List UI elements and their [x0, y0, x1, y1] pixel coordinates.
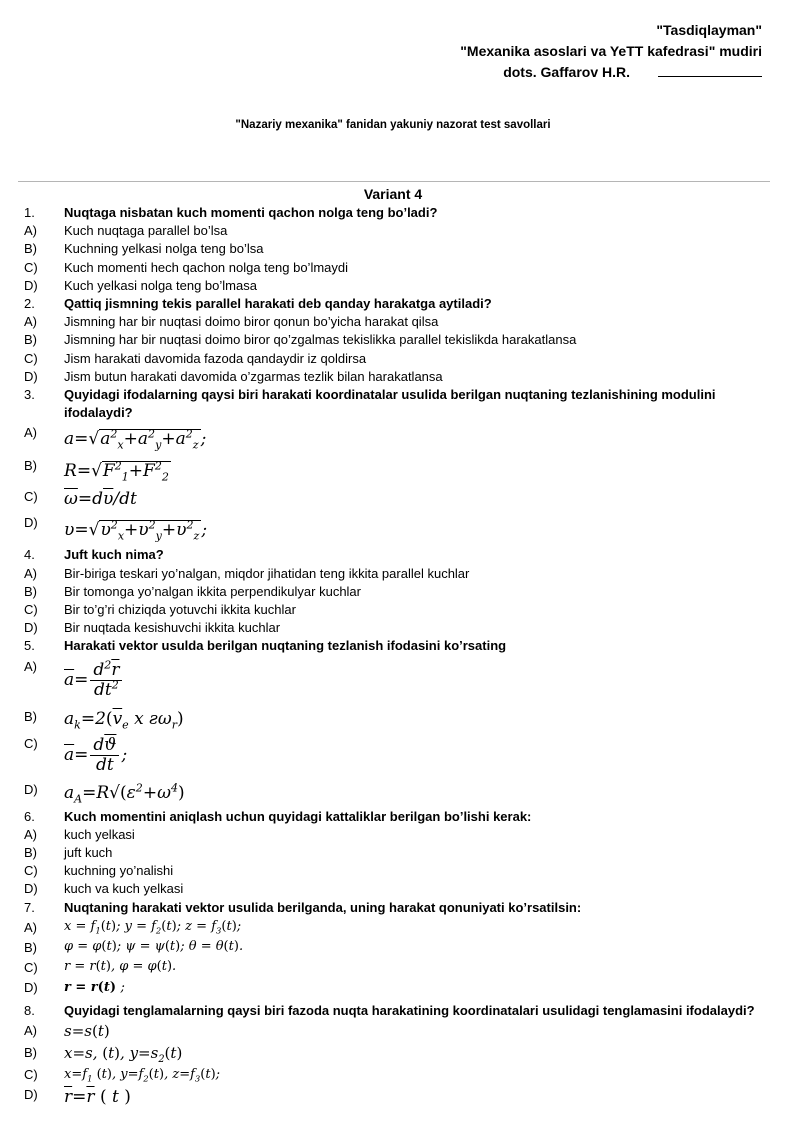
option: [24, 977, 764, 999]
option-label: D): [24, 881, 38, 897]
question-text: Harakati vektor usulda berilgan nuqtaning tezlanish ifodasini ko’rsating: [64, 638, 507, 654]
signature-blank: [658, 64, 762, 77]
option: [24, 565, 764, 583]
question-number: 2.: [24, 296, 35, 312]
question-list: [24, 204, 764, 1110]
option: [24, 486, 764, 512]
option: [24, 733, 764, 779]
option: [24, 222, 764, 240]
option-label: D): [24, 979, 38, 995]
option-label: B): [24, 241, 37, 257]
option-label: B): [24, 458, 37, 474]
option-text: kuch yelkasi: [64, 826, 135, 842]
option: [24, 422, 764, 455]
option-label: B): [24, 583, 37, 599]
option-label: C): [24, 959, 38, 975]
option-text: Jismning har bir nuqtasi doimo biror qonun bo’yicha harakat qilsa: [64, 314, 439, 330]
question-number: 7.: [24, 899, 35, 915]
approval-heading: "Tasdiqlayman": [656, 22, 762, 38]
option-label: B): [24, 845, 37, 861]
formula: s=s(t): [64, 1021, 110, 1040]
formula: $\overline{\omega}=d\overline{\upsilon}/dt$: [64, 488, 137, 509]
document-title: "Nazariy mexanika" fanidan yakuniy nazorat test savollari: [235, 119, 551, 131]
option-label: A): [24, 919, 37, 935]
option: [24, 1064, 764, 1084]
head-name: dots. Gaffarov H.R.: [503, 64, 630, 80]
option-text: Jism harakati davomida fazoda qandaydir iz qoldirsa: [64, 350, 367, 366]
formula: $R=√F^2_1+F^2_2$: [64, 459, 169, 484]
option-label: B): [24, 332, 37, 348]
option-label: D): [24, 368, 38, 384]
option-label: D): [24, 515, 38, 531]
divider-line: [18, 181, 770, 182]
option-label: C): [24, 350, 38, 366]
option: [24, 917, 764, 937]
formula: $\overline{r}=\overline{r}$ ( t ): [64, 1086, 131, 1107]
option-text: Bir nuqtada kesishuvchi ikkita kuchlar: [64, 620, 281, 636]
option-label: A): [24, 826, 37, 842]
question-text: Nuqtaga nisbatan kuch momenti qachon nolga teng bo’ladi?: [64, 205, 438, 220]
option: [24, 512, 764, 546]
formula: $a_k=2(\overline{v}_e$ x $ƨ\omega_r$): [64, 708, 184, 732]
formula: $x = f_1(t)$; $y = f_2(t)$; $z = f_3(t)$;: [64, 919, 242, 936]
formula: $x=f_1$ (t), $y=f_2(t)$, $z=f_3(t)$;: [64, 1066, 221, 1084]
option: [24, 583, 764, 601]
option-text: kuch va kuch yelkasi: [64, 881, 184, 897]
question-number: 8.: [24, 1002, 35, 1018]
option-text: Jismning har bir nuqtasi doimo biror qo’zgalmas tekislikka parallel tekislikda harakatlansa: [64, 332, 577, 348]
question-number: 3.: [24, 387, 35, 403]
option-label: C): [24, 602, 38, 618]
option: [24, 240, 764, 258]
option-label: C): [24, 735, 38, 751]
option: [24, 601, 764, 619]
question: [24, 1002, 764, 1020]
option-label: C): [24, 863, 38, 879]
option: [24, 880, 764, 898]
option-label: D): [24, 620, 38, 636]
option-text: Kuch yelkasi nolga teng bo’lmasa: [64, 277, 257, 293]
option: [24, 937, 764, 957]
option: [24, 1042, 764, 1064]
option-text: Bir to’g’ri chiziqda yotuvchi ikkita kuchlar: [64, 602, 296, 618]
question-text: Nuqtaning harakati vektor usulida berilganda, uning harakat qonuniyati ko’rsatilsin:: [64, 899, 582, 915]
formula: $\overline{a}=$ $\frac{d^2\overline{r}}{dt^2}$: [64, 662, 124, 699]
question: [24, 808, 764, 826]
option-text: juft kuch: [64, 845, 113, 861]
question-number: 6.: [24, 808, 35, 824]
option: [24, 779, 764, 808]
option: [24, 350, 764, 368]
option: [24, 1084, 764, 1110]
option: [24, 313, 764, 331]
formula: $a_A=R√(\varepsilon^2+\omega^4)$: [64, 781, 185, 806]
option-label: A): [24, 425, 37, 441]
option-label: D): [24, 781, 38, 797]
question-text: Quyidagi ifodalarning qaysi biri harakati koordinatalar usulida berilgan nuqtaning tezlanishining modulini ifodalaydi?: [64, 387, 716, 421]
formula: r = r(t), φ = φ(t).: [64, 959, 177, 975]
question-text: Juft kuch nima?: [64, 547, 164, 563]
option-text: Jism butun harakati davomida o’zgarmas tezlik bilan harakatlansa: [64, 368, 443, 384]
option-label: D): [24, 277, 38, 293]
question: [24, 204, 764, 222]
option-label: C): [24, 259, 38, 275]
question-text: Qattiq jismning tekis parallel harakati deb qanday harakatga aytiladi?: [64, 296, 492, 312]
option-label: D): [24, 1087, 38, 1103]
formula: x=s, (t), $y=s_2(t)$: [64, 1043, 183, 1065]
formula: $\upsilon=√\upsilon^2_x+\upsilon^2_y+\upsilon^2_z$ ;: [64, 518, 208, 543]
question: [24, 637, 764, 655]
department-heading: "Mexanika asoslari va YeTT kafedrasi" mudiri: [460, 43, 762, 59]
formula: $\overline{a}=$ $\frac{d\overline{ϑ}}{dt}$ ;: [64, 735, 128, 776]
question-text: Kuch momentini aniqlash uchun quyidagi kattaliklar berilgan bo’lishi kerak:: [64, 808, 532, 824]
option: [24, 862, 764, 880]
question: [24, 386, 764, 422]
question: [24, 546, 764, 564]
option-label: B): [24, 1045, 37, 1061]
option: [24, 957, 764, 977]
formula: $a=√a^2_x+a^2_y+a^2_z$ ;: [64, 427, 207, 452]
option: [24, 455, 764, 486]
question-text: Quyidagi tenglamalarning qaysi biri fazoda nuqta harakatining koordinatalari usulidagi tenglamasini ifodalaydi?: [64, 1002, 755, 1018]
option-text: Bir-biriga teskari yo’nalgan, miqdor jihatidan teng ikkita parallel kuchlar: [64, 565, 470, 581]
question-number: 4.: [24, 547, 35, 563]
option: [24, 331, 764, 349]
formula: r = r(t) ;: [64, 980, 125, 996]
variant-heading: Variant 4: [363, 186, 423, 202]
option-text: Kuch momenti hech qachon nolga teng bo’lmaydi: [64, 259, 349, 275]
option-label: B): [24, 939, 37, 955]
option: [24, 656, 764, 706]
option: [24, 277, 764, 295]
option-text: Bir tomonga yo’nalgan ikkita perpendikulyar kuchlar: [64, 583, 361, 599]
option: [24, 706, 764, 733]
head-signature-line: [503, 64, 762, 80]
option-text: Kuchning yelkasi nolga teng bo’lsa: [64, 241, 264, 257]
option-label: A): [24, 658, 37, 674]
option-label: B): [24, 708, 37, 724]
option: [24, 844, 764, 862]
option: [24, 368, 764, 386]
question: [24, 295, 764, 313]
option: [24, 826, 764, 844]
option: [24, 619, 764, 637]
question-number: 5.: [24, 638, 35, 654]
option-label: A): [24, 565, 37, 581]
option-text: kuchning yo’nalishi: [64, 863, 174, 879]
option-label: C): [24, 1067, 38, 1083]
option-text: Kuch nuqtaga parallel bo’lsa: [64, 223, 228, 239]
option-label: A): [24, 1023, 37, 1039]
option-label: A): [24, 314, 37, 330]
option: [24, 1020, 764, 1042]
question-number: 1.: [24, 205, 35, 220]
option-label: C): [24, 489, 38, 505]
question: [24, 899, 764, 917]
option: [24, 259, 764, 277]
formula: φ = φ(t); ψ = ψ(t); θ = θ(t).: [64, 939, 244, 955]
option-label: A): [24, 223, 37, 239]
